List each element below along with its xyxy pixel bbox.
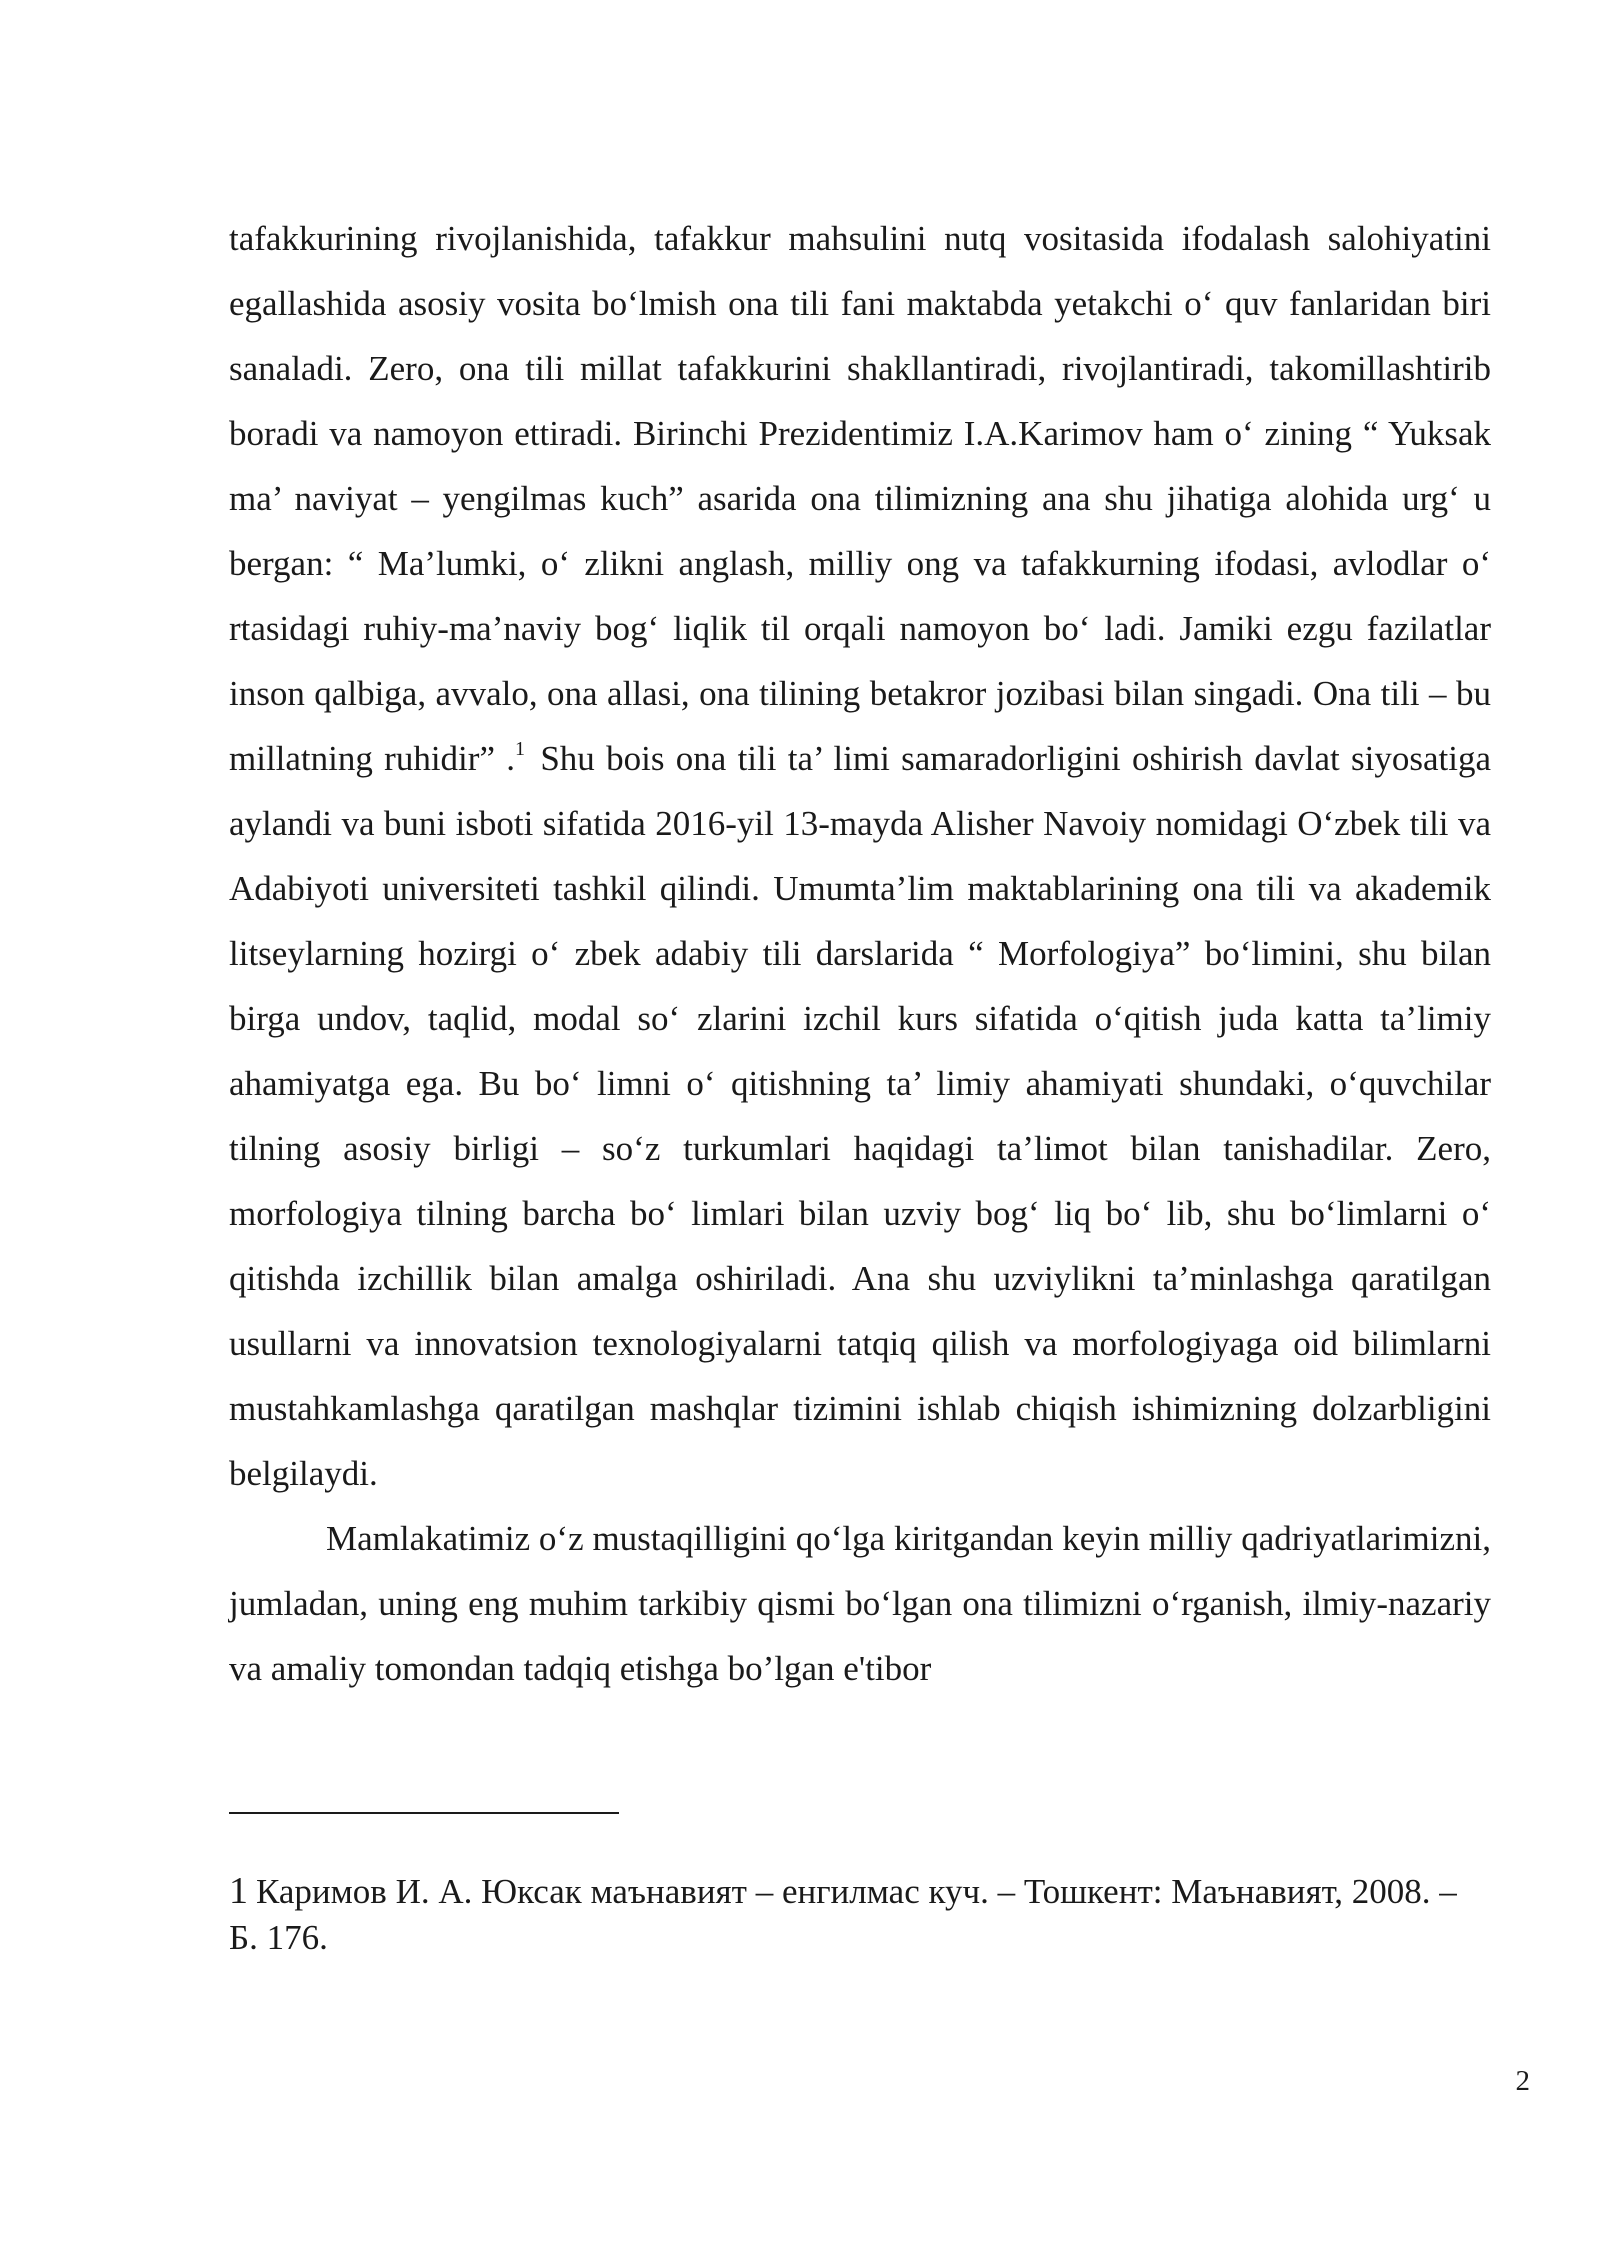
footnote-text: Каримов И. А. Юксак маънавият – енгилмас куч. – Тошкент: Маънавият, 2008. – Б. 176.	[229, 1872, 1457, 1957]
paragraph-1-text-before-ref: tafakkurining rivojlanishida, tafakkur mahsulini nutq vositasida ifodalash salohiyatini egallashida asosiy vosita bo‘lmish ona tili fani maktabda yetakchi o‘ quv fanlaridan biri sanaladi. Zero, ona tili millat tafakkurini shakllantiradi, rivojlantiradi, takomillashtirib boradi va namoyon ettiradi. Birinchi Prezidentimiz I.A.Karimov ham o‘ zining “ Yuksak ma’ naviyat – yengilmas kuch” asarida ona tilimizning ana shu jihatiga alohida urg‘ u bergan: “ Ma’lumki, o‘ zlikni anglash, milliy ong va tafakkurning ifodasi, avlodlar o‘ rtasidagi ruhiy-ma’naviy bog‘ liqlik til orqali namoyon bo‘ ladi. Jamiki ezgu fazilatlar inson qalbiga, avvalo, ona allasi, ona tilining betakror jozibasi bilan singadi. Ona tili – bu millatning ruhidir” .	[229, 219, 1491, 778]
footnote-number: 1	[229, 1870, 248, 1912]
paragraph-1-text-after-ref: Shu bois ona tili ta’ limi samaradorligini oshirish davlat siyosatiga aylandi va buni isboti sifatida 2016-yil 13-mayda Alisher Navoiy nomidagi O‘zbek tili va Adabiyoti universiteti tashkil qilindi. Umumta’lim maktablarining ona tili va akademik litseylarning hozirgi o‘ zbek adabiy tili darslarida “ Morfologiya” bo‘limini, shu bilan birga undov, taqlid, modal so‘ zlarini izchil kurs sifatida o‘qitish juda katta ta’limiy ahamiyatga ega. Bu bo‘ limni o‘ qitishning ta’ limiy ahamiyati shundaki, o‘quvchilar tilning asosiy birligi – so‘z turkumlari haqidagi ta’limot bilan tanishadilar. Zero, morfologiya tilning barcha bo‘ limlari bilan uzviy bog‘ liq bo‘ lib, shu bo‘limlarni o‘ qitishda izchillik bilan amalga oshiriladi. Ana shu uzviylikni ta’minlashga qaratilgan usullarni va innovatsion texnologiyalarni tatqiq qilish va morfologiyaga oid bilimlarni mustahkamlashga qaratilgan mashqlar tizimini ishlab chiqish ishimizning dolzarbligini belgilaydi.	[229, 739, 1491, 1493]
paragraph-1	[229, 206, 1491, 1506]
main-text	[229, 206, 1491, 1701]
page-number: 2	[1515, 2065, 1530, 2097]
footnote-separator	[229, 1812, 619, 1814]
footnote	[229, 1868, 1491, 1961]
footnote-reference[interactable]: 1	[515, 738, 526, 760]
paragraph-2: Mamlakatimiz o‘z mustaqilligini qo‘lga kiritgandan keyin milliy qadriyatlarimizni, jumladan, uning eng muhim tarkibiy qismi bo‘lgan ona tilimizni o‘rganish, ilmiy-nazariy va amaliy tomondan tadqiq etishga bo’lgan e'tibor	[229, 1519, 1491, 1688]
